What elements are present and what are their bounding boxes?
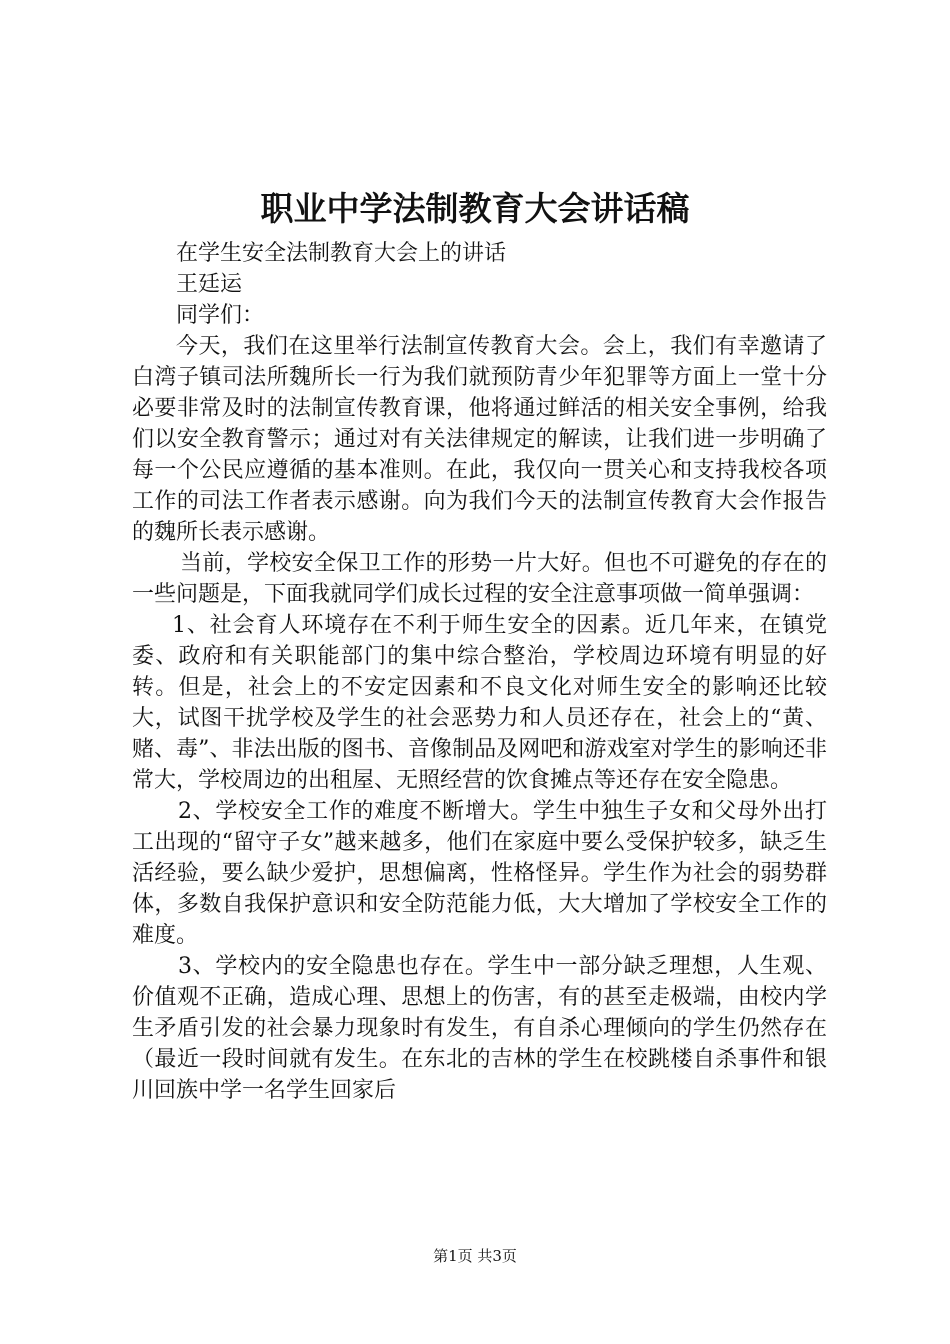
- paragraph-point-3: 3、学校内的安全隐患也存在。学生中一部分缺乏理想，人生观、价值观不正确，造成心理、思想上的伤害，有的甚至走极端，由校内学生矛盾引发的社会暴力现象时有发生，有自杀心理倾向的学生仍然存在（最近一段时间就有发生。在东北的吉林的学生在校跳楼自杀事件和银川回族中学一名学生回家后: [132, 954, 827, 1103]
- speaker-name: 王廷运: [176, 272, 243, 297]
- speech-subtitle: 在学生安全法制教育大会上的讲话: [176, 241, 507, 266]
- page-number-footer: 第1页 共3页: [433, 1247, 517, 1265]
- salutation: 同学们：: [176, 303, 265, 328]
- paragraph-current-situation: 当前，学校安全保卫工作的形势一片大好。但也不可避免的存在的一些问题是，下面我就同学们成长过程的安全注意事项做一简单强调：: [132, 551, 827, 607]
- paragraph-opening: 今天，我们在这里举行法制宣传教育大会。会上，我们有幸邀请了白湾子镇司法所魏所长一行为我们就预防青少年犯罪等方面上一堂十分必要非常及时的法制宣传教育课，他将通过鲜活的相关安全事例，给我们以安全教育警示；通过对有关法律规定的解读，让我们进一步明确了每一个公民应遵循的基本准则。在此，我仅向一贯关心和支持我校各项工作的司法工作者表示感谢。向为我们今天的法制宣传教育大会作报告的魏所长表示感谢。: [132, 334, 827, 545]
- paragraph-point-1: 1、社会育人环境存在不利于师生安全的因素。近几年来，在镇党委、政府和有关职能部门的集中综合整治，学校周边环境有明显的好转。但是，社会上的不安定因素和不良文化对师生安全的影响还比较大，试图干扰学校及学生的社会恶势力和人员还存在，社会上的“黄、赌、毒”、非法出版的图书、音像制品及网吧和游戏室对学生的影响还非常大，学校周边的出租屋、无照经营的饮食摊点等还存在安全隐患。: [132, 613, 827, 793]
- paragraph-point-2: 2、学校安全工作的难度不断增大。学生中独生子女和父母外出打工出现的“留守子女”越来越多，他们在家庭中要么受保护较多，缺乏生活经验，要么缺少爱护，思想偏离，性格怪异。学生作为社会的弱势群体，多数自我保护意识和安全防范能力低，大大增加了学校安全工作的难度。: [132, 799, 827, 948]
- document-body: [132, 238, 827, 1106]
- document-title: 职业中学法制教育大会讲话稿: [260, 189, 690, 228]
